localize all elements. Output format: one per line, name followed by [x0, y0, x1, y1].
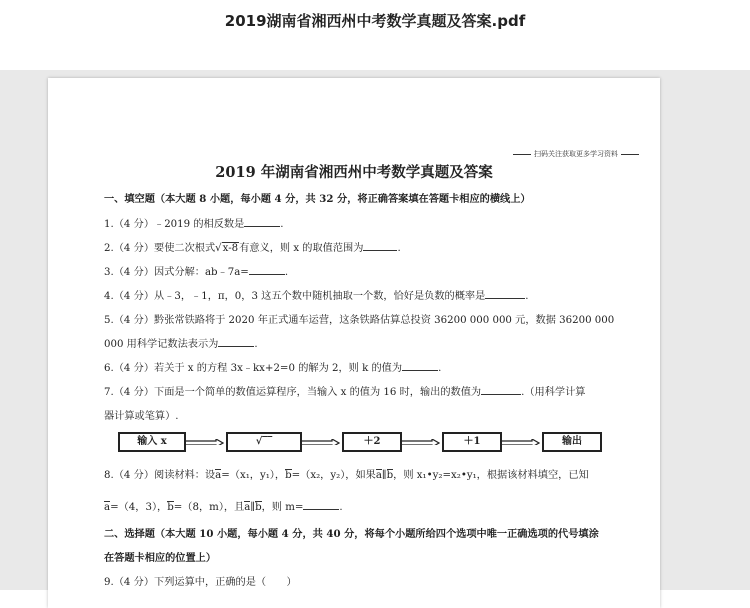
- flow-output-box: 输出: [542, 432, 602, 452]
- viewer-toolbar: [0, 0, 750, 70]
- file-title: 2019湖南省湘西州中考数学真题及答案.pdf: [224, 12, 526, 30]
- flow-add-1-box: ＋1: [442, 432, 502, 452]
- section-1-heading: 一、填空题（本大题 8 小题，每小题 4 分，共 32 分，将正确答案填在答题卡相应的横线上）: [104, 193, 531, 205]
- question-8: 8.（4 分）阅读材料：设a=（x₁，y₁），b=（x₂，y₂），如果a∥b，则 x₁•y₂=x₂•y₁，根据该材料填空，已知: [104, 470, 589, 481]
- section-2-heading-cont: 在答题卡相应的位置上）: [104, 552, 217, 564]
- flow-input-box: 输入 x: [118, 432, 186, 452]
- flow-sqrt-box: √‾‾: [226, 432, 302, 452]
- question-1: 1.（4 分）﹣2019 的相反数是 .: [104, 219, 284, 230]
- watermark: 扫码关注获取更多学习资料: [510, 149, 642, 159]
- question-7: 7.（4 分）下面是一个简单的数值运算程序，当输入 x 的值为 16 时，输出的数值为 .（用科学计算: [104, 387, 586, 398]
- question-9: 9.（4 分）下列运算中，正确的是（ ）: [104, 577, 297, 588]
- question-6: 6.（4 分）若关于 x 的方程 3x﹣kx+2=0 的解为 2，则 k 的值为 .: [104, 363, 442, 374]
- question-4: 4.（4 分）从﹣3，﹣1，π，0，3 这五个数中随机抽取一个数，恰好是负数的概率是 .: [104, 291, 529, 302]
- question-8-cont: a=（4，3），b=（8，m），且a∥b，则 m= .: [104, 502, 343, 513]
- flow-add-2-box: ＋2: [342, 432, 402, 452]
- pdf-page: [48, 78, 660, 608]
- flow-arrow-icon: [502, 439, 540, 445]
- flow-arrow-icon: [402, 439, 440, 445]
- question-5: 5.（4 分）黔张常铁路将于 2020 年正式通车运营，这条铁路估算总投资 36200 000 000 元，数据 36200 000: [104, 315, 615, 326]
- section-2-heading: 二、选择题（本大题 10 小题，每小题 4 分，共 40 分，将每个小题所给四个选项中唯一正确选项的代号填涂: [104, 528, 599, 540]
- flow-arrow-icon: [302, 439, 340, 445]
- document-title: 2019 年湖南省湘西州中考数学真题及答案: [215, 164, 493, 181]
- question-5-cont: 000 用科学记数法表示为 .: [104, 339, 258, 350]
- question-7-cont: 器计算或笔算）.: [104, 411, 179, 422]
- question-3: 3.（4 分）因式分解：ab﹣7a= .: [104, 267, 289, 278]
- flow-arrow-icon: [186, 439, 224, 445]
- question-2: 2.（4 分）要使二次根式√x-8有意义，则 x 的取值范围为 .: [104, 243, 401, 254]
